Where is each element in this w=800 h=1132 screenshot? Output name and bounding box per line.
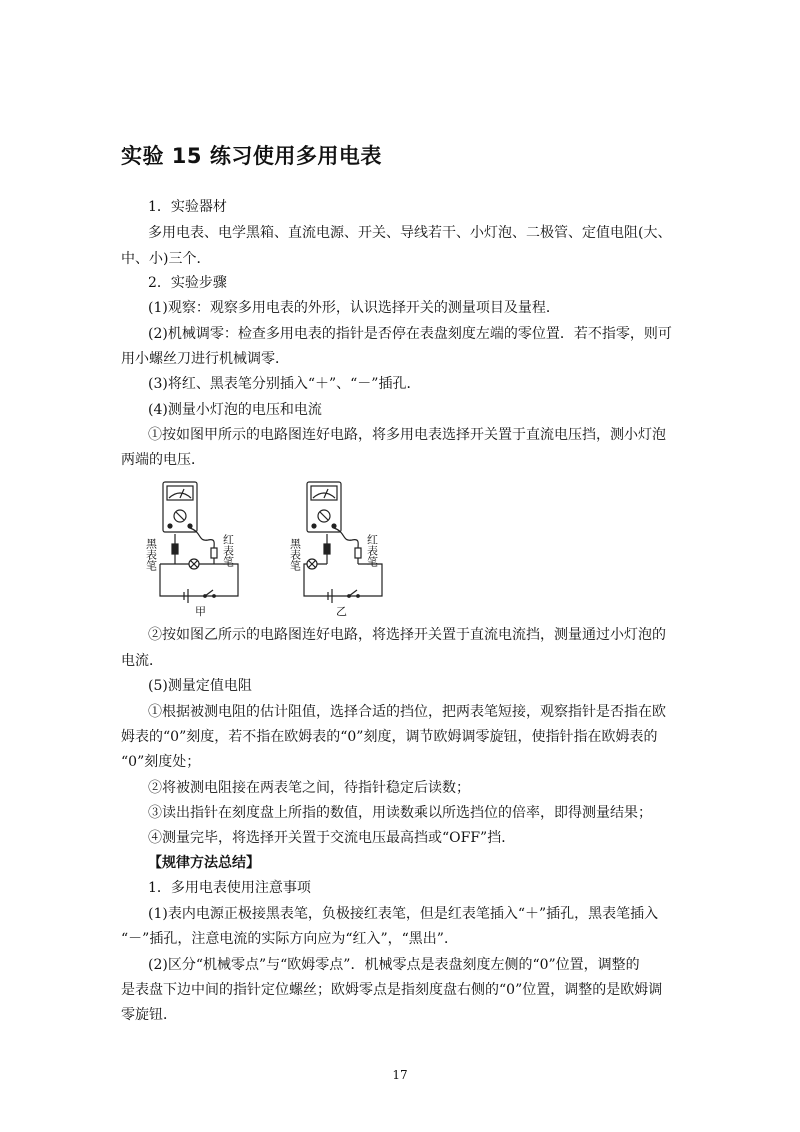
- paragraph-line: 两端的电压．: [121, 452, 205, 468]
- paragraph-line: 是表盘下边中间的指针定位螺丝；欧姆零点是指刻度盘右侧的“0”位置，调整的是欧姆调: [121, 982, 663, 998]
- section-heading-notes: 1．多用电表使用注意事项: [148, 880, 311, 896]
- paragraph-line: 用小螺丝刀进行机械调零．: [121, 351, 289, 367]
- paragraph-line: (2)机械调零：检查多用电表的指针是否停在表盘刻度左端的零位置．若不指零，则可: [148, 326, 672, 342]
- figure-caption-yi: 乙: [336, 605, 347, 618]
- paragraph-line: 多用电表、电学黑箱、直流电源、开关、导线若干、小灯泡、二极管、定值电阻(大、: [148, 225, 672, 241]
- paragraph-line: ②按如图乙所示的电路图连好电路，将选择开关置于直流电流挡，测量通过小灯泡的: [148, 627, 666, 643]
- summary-heading: 【规律方法总结】: [148, 855, 260, 871]
- page-title: 实验 15 练习使用多用电表: [121, 144, 382, 168]
- section-heading-steps: 2．实验步骤: [148, 275, 227, 291]
- paragraph-line: ①按如图甲所示的电路图连好电路，将多用电表选择开关置于直流电压挡，测小灯泡: [148, 427, 666, 443]
- paragraph-line: (4)测量小灯泡的电压和电流: [148, 402, 322, 418]
- paragraph-line: 中、小)三个．: [121, 251, 211, 267]
- paragraph-line: 姆表的“0”刻度，若不指在欧姆表的“0”刻度，调节欧姆调零旋钮，使指针指在欧姆表的: [121, 729, 658, 745]
- red-probe-label: 红表笔: [221, 534, 235, 567]
- paragraph-line: (1)观察：观察多用电表的外形，认识选择开关的测量项目及量程．: [148, 300, 560, 316]
- paragraph-line: (3)将红、黑表笔分别插入“＋”、“－”插孔．: [148, 376, 421, 392]
- paragraph-line: ②将被测电阻接在两表笔之间，待指针稳定后读数；: [148, 780, 470, 796]
- page-number: 17: [392, 1068, 408, 1082]
- paragraph-line: ④测量完毕，将选择开关置于交流电压最高挡或“OFF”挡．: [148, 830, 516, 846]
- paragraph-line: (2)区分“机械零点”与“欧姆零点”．机械零点是表盘刻度左侧的“0”位置，调整的: [148, 957, 640, 973]
- section-heading-equipment: 1．实验器材: [148, 199, 227, 215]
- figure-caption-jia: 甲: [195, 605, 206, 618]
- red-probe-label: 红表笔: [365, 534, 379, 567]
- paragraph-line: 零旋钮．: [121, 1007, 177, 1023]
- paragraph-line: (5)测量定值电阻: [148, 678, 252, 694]
- paragraph-line: “－”插孔，注意电流的实际方向应为“红入”，“黑出”．: [121, 931, 458, 947]
- black-probe-label: 黑表笔: [144, 538, 158, 571]
- black-probe-label: 黑表笔: [288, 538, 302, 571]
- circuit-figure: [144, 478, 390, 618]
- paragraph-line: ①根据被测电阻的估计阻值，选择合适的挡位，把两表笔短接，观察指针是否指在欧: [148, 704, 666, 720]
- paragraph-line: ③读出指针在刻度盘上所指的数值，用读数乘以所选挡位的倍率，即得测量结果；: [148, 805, 652, 821]
- paragraph-line: (1)表内电源正极接黑表笔，负极接红表笔，但是红表笔插入“＋”插孔，黑表笔插入: [148, 906, 659, 922]
- paragraph-line: 电流．: [121, 653, 163, 669]
- paragraph-line: “0”刻度处；: [121, 754, 201, 770]
